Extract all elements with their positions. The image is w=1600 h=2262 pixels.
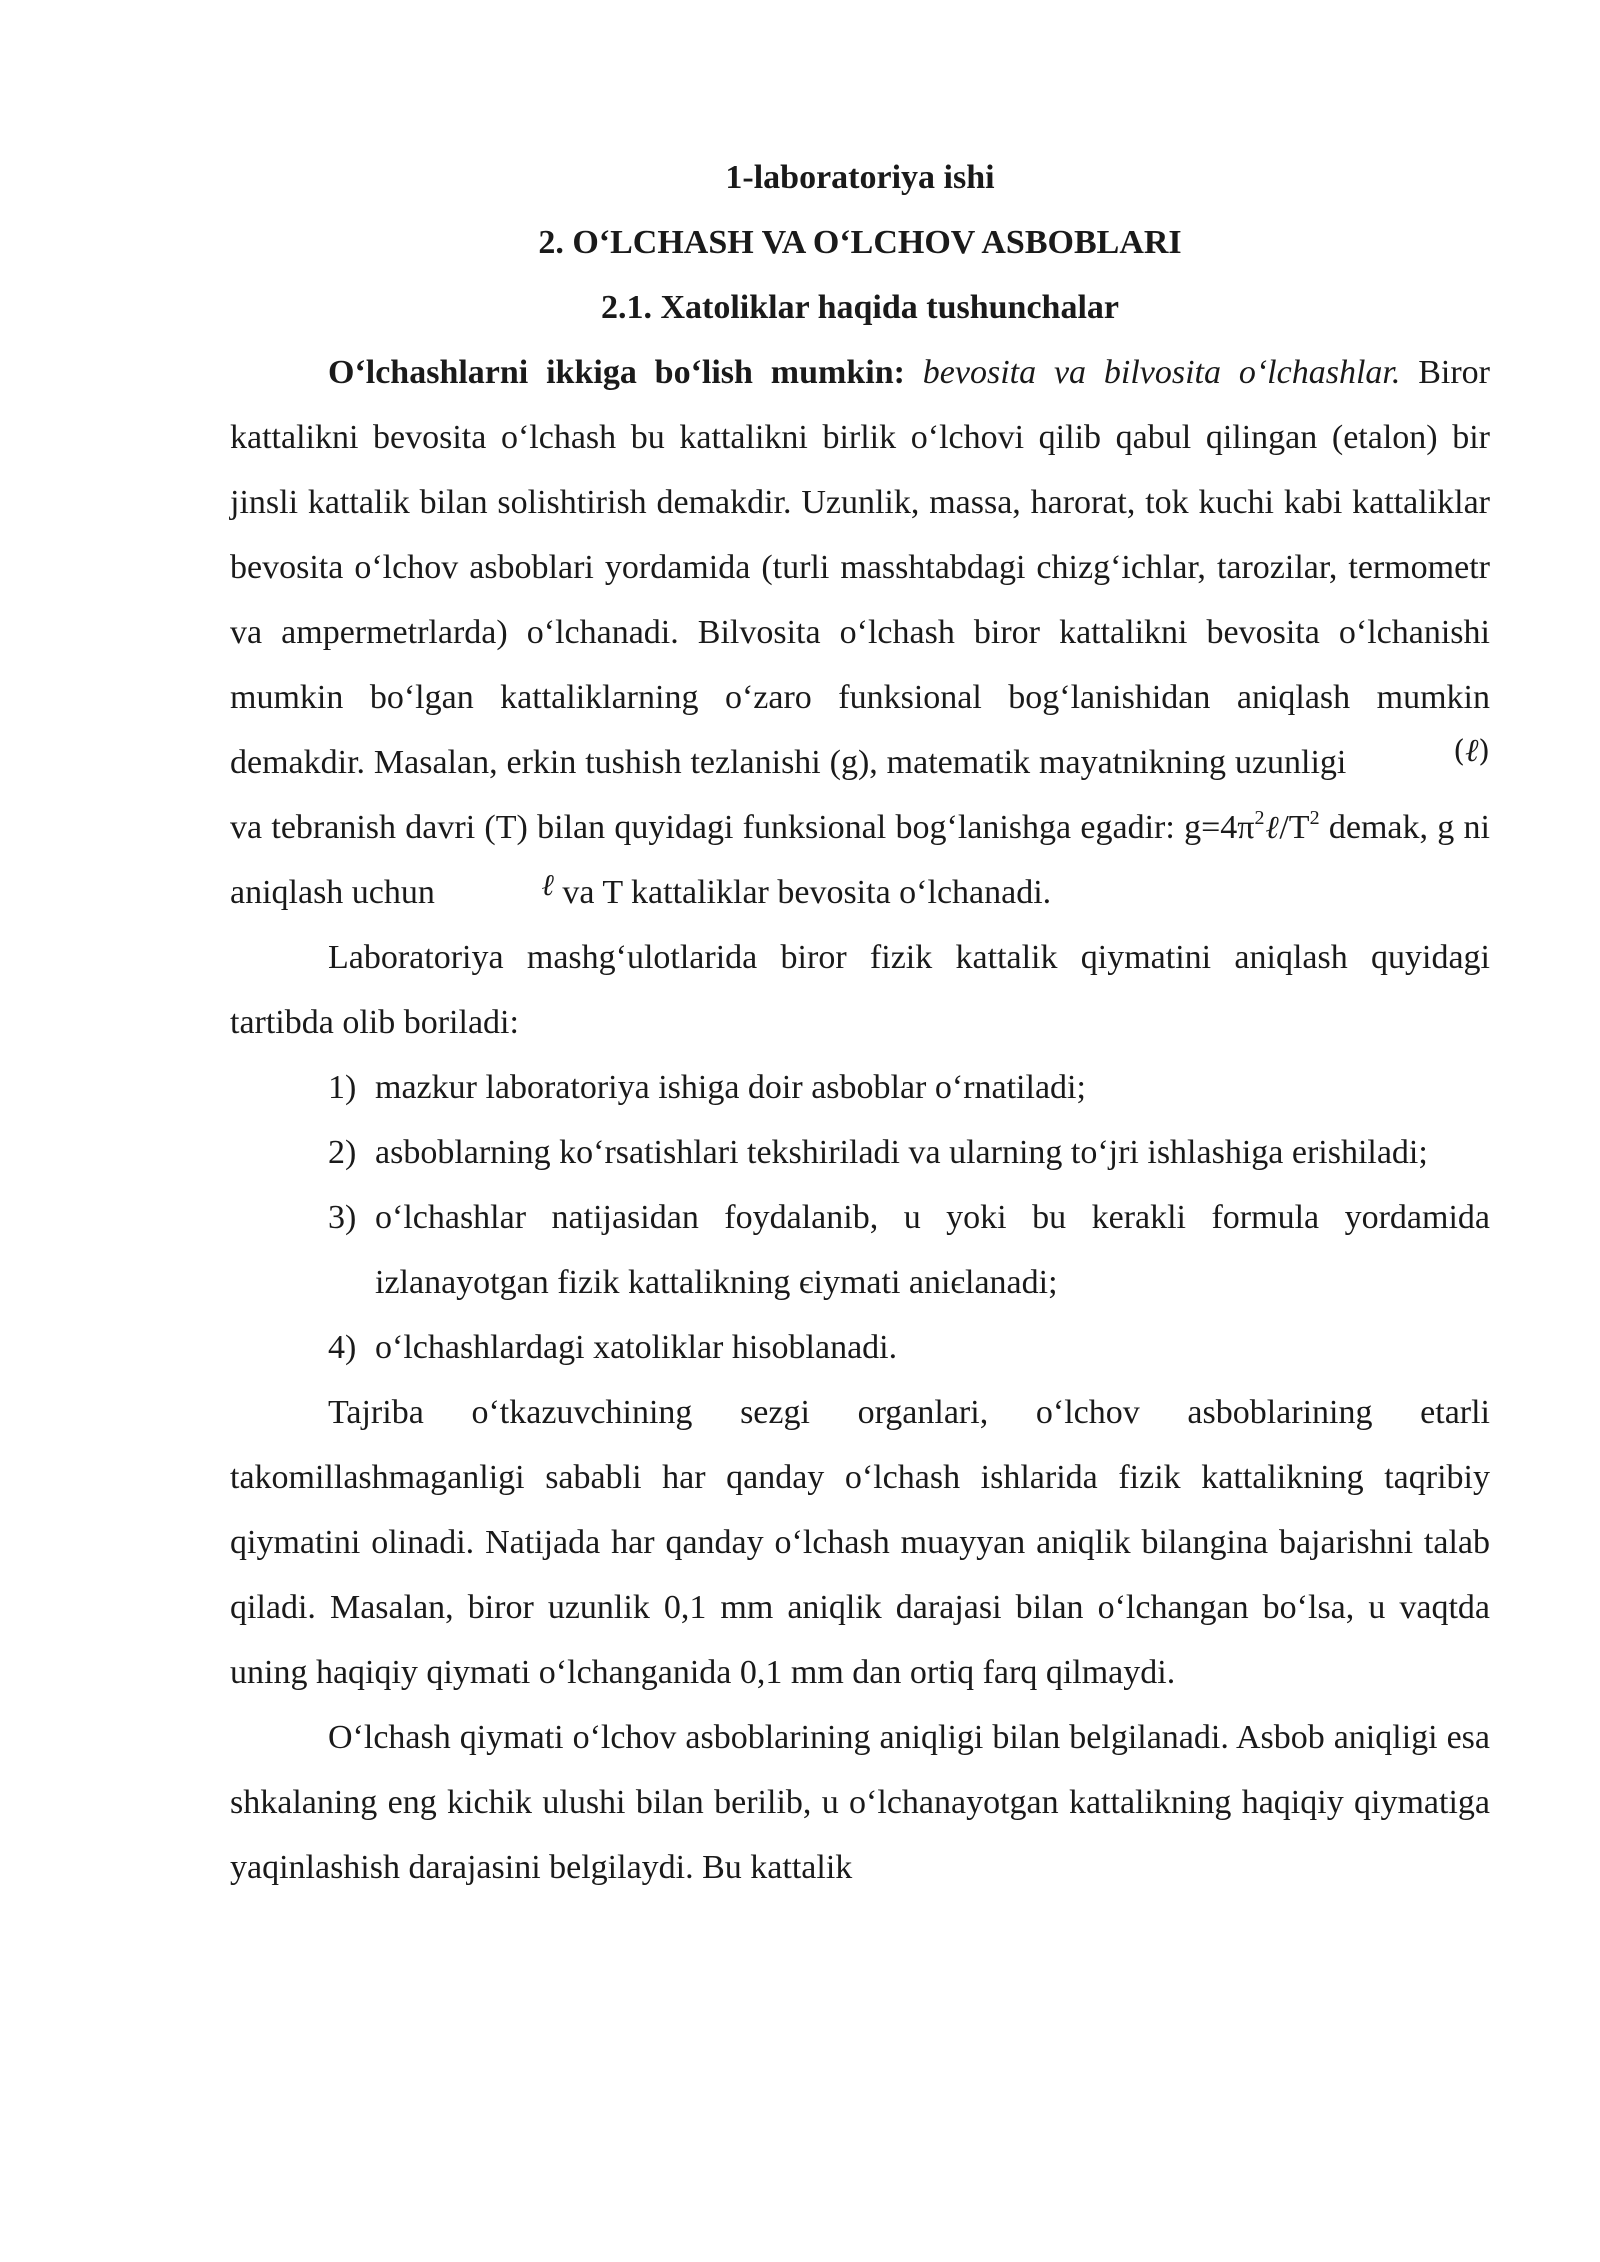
chapter-title: 2. O‘LCHASH VA O‘LCHOV ASBOBLARI <box>538 224 1182 261</box>
list-item-text: o‘lchashlar natijasidan foydalanib, u yoki bu kerakli formula yordamida izlanayotgan fizik kattalikning єiymati aniєlanadi; <box>375 1199 1490 1301</box>
intro-text-2: va tebranish davri (T) bilan quyidagi funksional bog‘lanishga egadir: g=4π <box>230 809 1255 846</box>
accuracy-paragraph: Tajriba o‘tkazuvchining sezgi organlari, o‘lchov asboblarining etarli takomillashmaganligi sababli har qanday o‘lchash ishlarida fizik kattalikning taqribiy qiymatini olinadi. Natijada har qanday o‘lchash muayyan aniqlik bilangina bajarishni talab qiladi. Masalan, biror uzunlik 0,1 mm aniqlik darajasi bilan o‘lchangan bo‘lsa, u vaqtda uning haqiqiy qiymati o‘lchanganida 0,1 mm dan ortiq farq qilmaydi. <box>230 1394 1490 1691</box>
list-item <box>230 1315 1490 1380</box>
intro-text-4: demak, g ni aniqlash uchun <box>230 809 1490 911</box>
list-item <box>230 1055 1490 1120</box>
section-title: 2.1. Xatoliklar haqida tushunchalar <box>600 289 1119 326</box>
intro-text-1: Biror kattalikni bevosita o‘lchash bu kattalikni birlik o‘lchovi qilib qabul qilingan (etalon) bir jinsli kattalik bilan solishtirish demakdir. Uzunlik, massa, harorat, tok kuchi kabi kattaliklar bevosita o‘lchov asboblari yordamida (turli masshtabdagi chizg‘ichlar, tarozilar, termometr va ampermetrlarda) o‘lchanadi. Bilvosita o‘lchash biror kattalikni bevosita o‘lchanishi mumkin bo‘lgan kattaliklarning o‘zaro funksional bog‘lanishidan aniqlash mumkin demakdir. Masalan, erkin tushish tezlanishi (g), matematik mayatnikning uzunligi <box>230 354 1491 781</box>
list-number: 4) <box>328 1329 357 1366</box>
list-item <box>230 1185 1490 1315</box>
superscript-2-denominator: 2 <box>1309 807 1320 829</box>
ell-symbol-formula: ℓ <box>1264 808 1280 846</box>
length-symbol-parenthesized: (ℓ) <box>1453 731 1490 769</box>
superscript-2: 2 <box>1254 807 1265 829</box>
lab-order-paragraph: Laboratoriya mashg‘ulotlarida biror fizik kattalik qiymatini aniqlash quyidagi tartibda olib boriladi: <box>230 939 1490 1041</box>
ell-symbol-inline: ℓ <box>541 868 554 903</box>
list-item-text: o‘lchashlardagi xatoliklar hisoblanadi. <box>375 1329 898 1366</box>
list-item-text: asboblarning ko‘rsatishlari tekshiriladi va ularning to‘jri ishlashiga erishiladi; <box>375 1134 1428 1171</box>
list-item <box>230 1120 1490 1185</box>
measurement-value-paragraph: O‘lchash qiymati o‘lchov asboblarining aniqligi bilan belgilanadi. Asbob aniqligi esa shkalaning eng kichik ulushi bilan berilib, u o‘lchanayotgan kattalikning haqiqiy qiymatiga yaqinlashish darajasini belgilaydi. Bu kattalik <box>230 1719 1490 1886</box>
list-number: 2) <box>328 1134 357 1171</box>
list-item-text: mazkur laboratoriya ishiga doir asboblar o‘rnatiladi; <box>375 1069 1086 1106</box>
lab-title: 1-laboratoriya ishi <box>725 159 995 196</box>
intro-paragraph <box>230 340 1490 925</box>
document-page <box>230 145 1490 1900</box>
list-number: 1) <box>328 1069 357 1106</box>
lab-steps-list <box>230 1055 1490 1380</box>
intro-text-3: /T <box>1279 809 1310 846</box>
intro-lead: O‘lchashlarni ikkiga bo‘lish mumkin: <box>328 354 905 391</box>
intro-lead-italic: bevosita va bilvosita o‘lchashlar. <box>922 354 1401 391</box>
intro-text-5: va T kattaliklar bevosita o‘lchanadi. <box>562 874 1052 911</box>
ell-symbol: ℓ <box>1464 731 1479 769</box>
list-number: 3) <box>328 1199 357 1236</box>
